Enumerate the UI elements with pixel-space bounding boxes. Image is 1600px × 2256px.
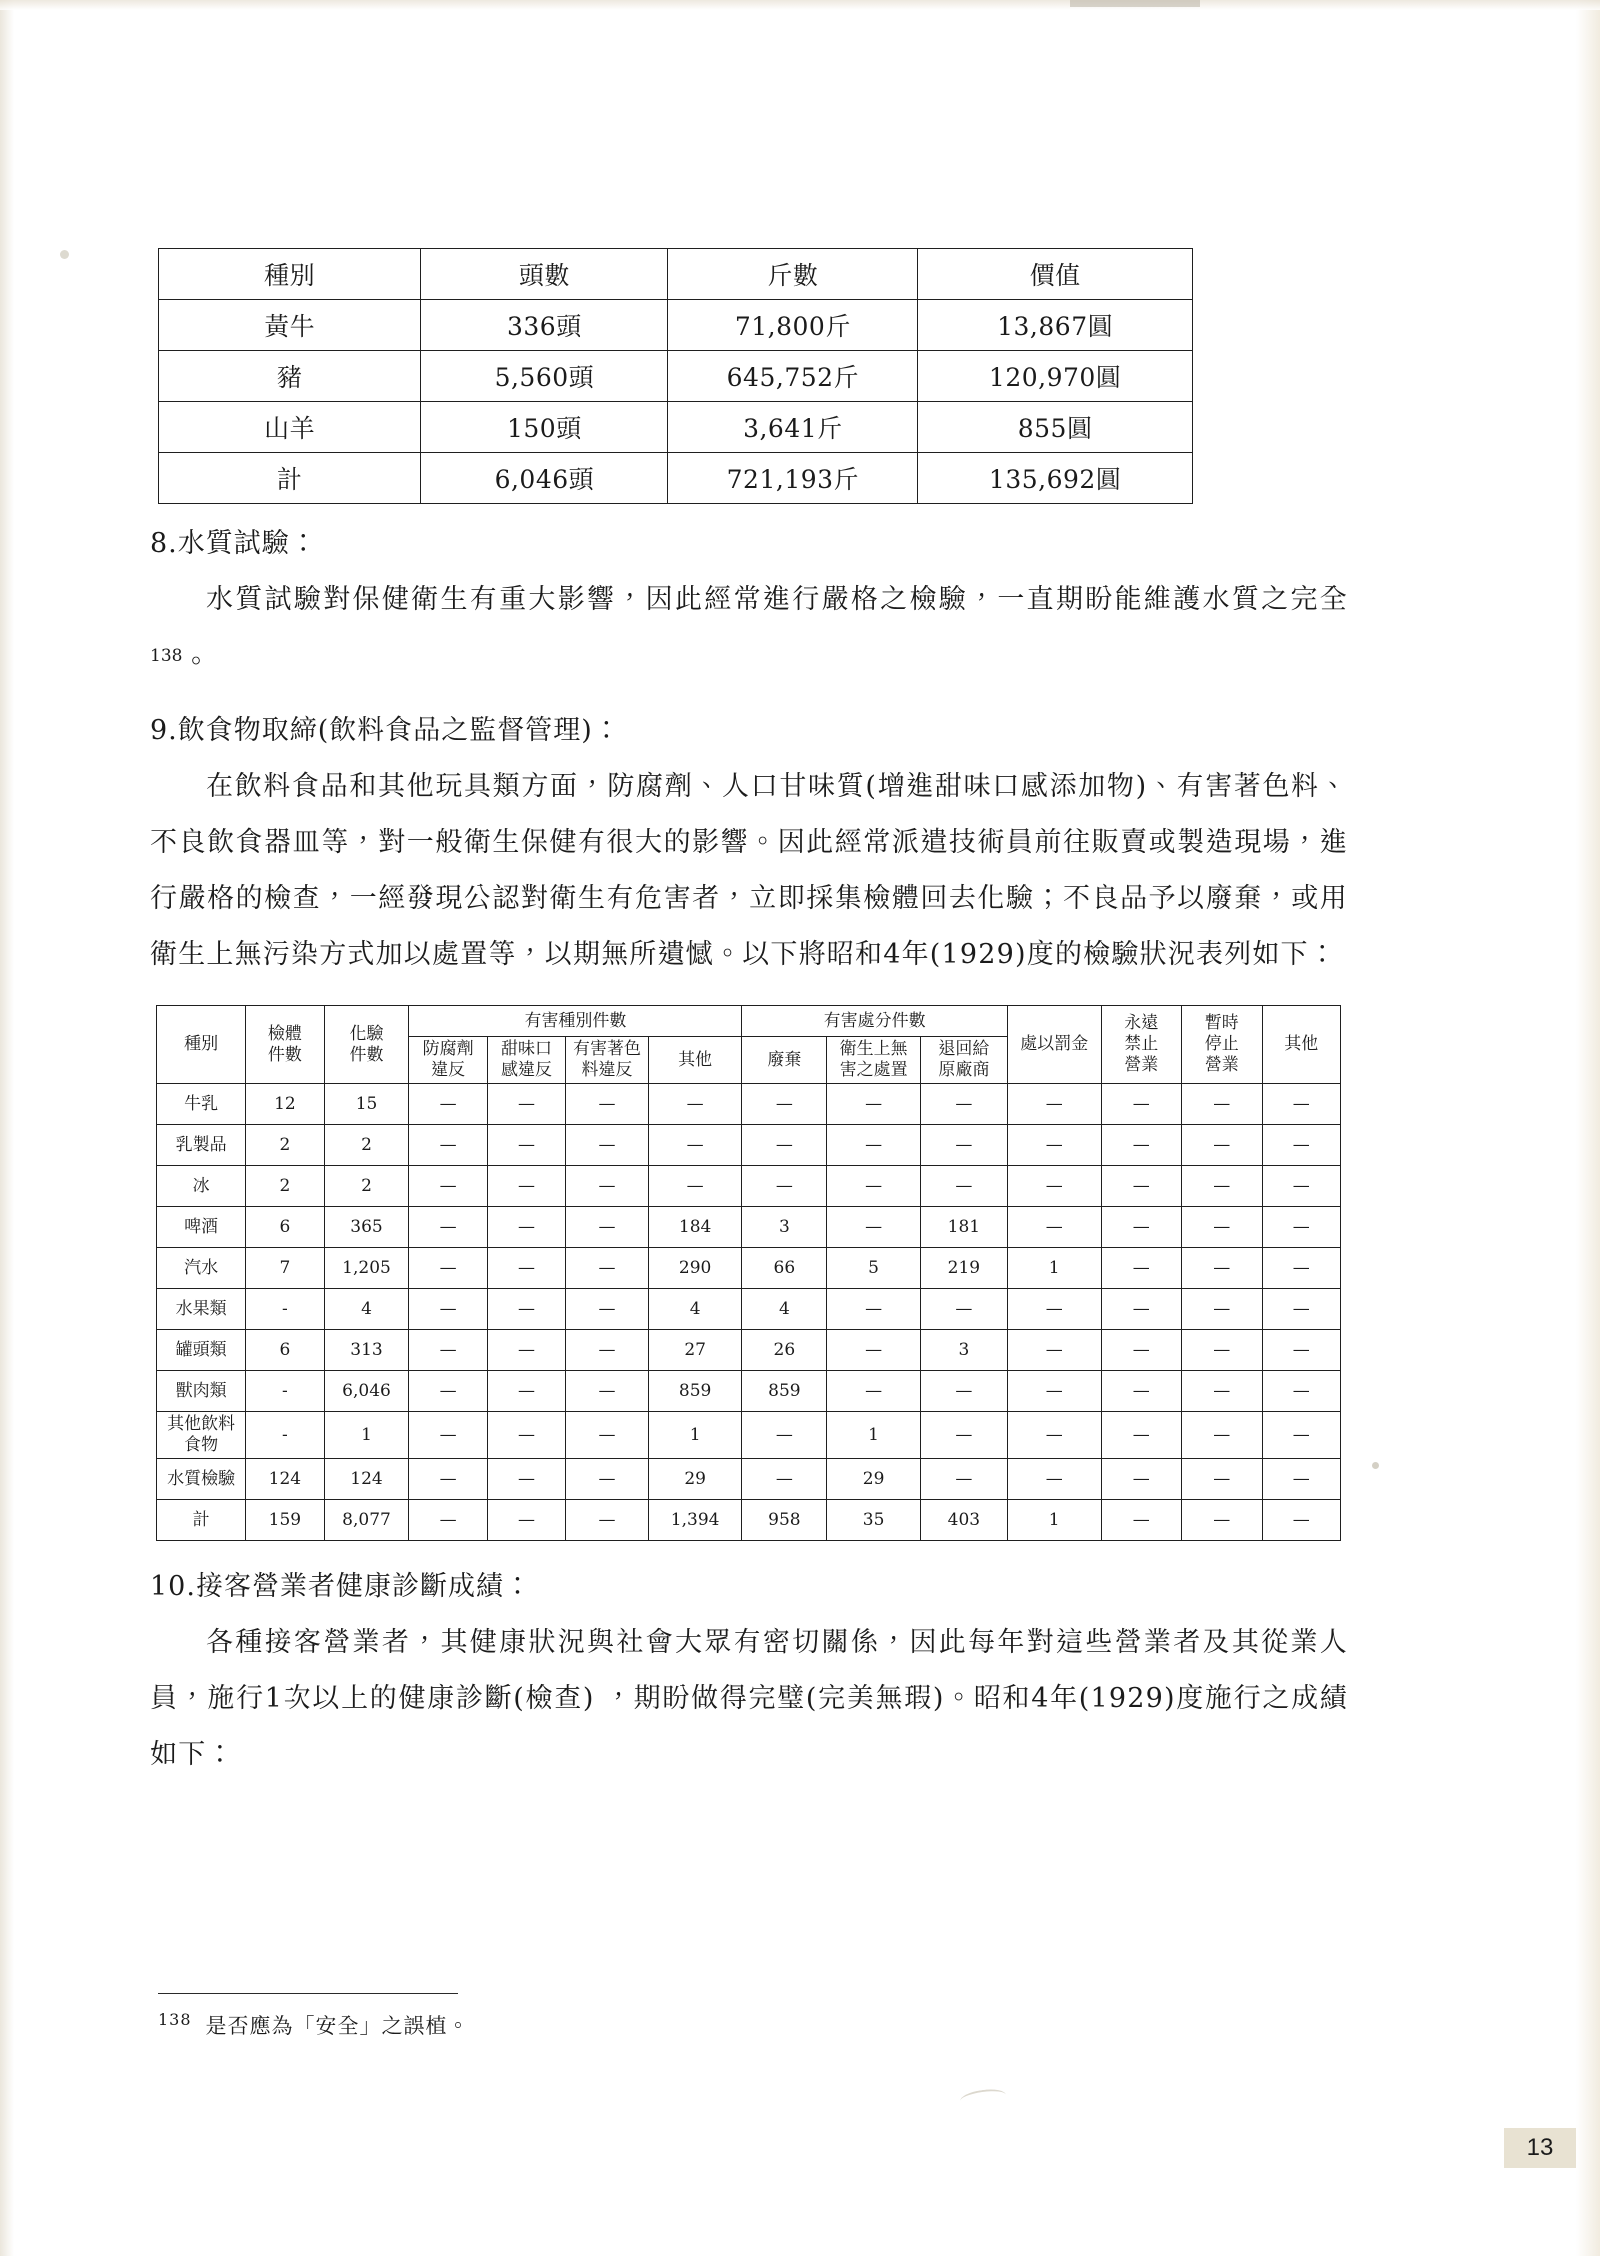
cell: —	[566, 1459, 649, 1500]
cell: —	[1007, 1084, 1101, 1125]
table-row	[159, 300, 1193, 351]
cell: —	[487, 1500, 565, 1541]
col-header-permanent-ban: 永遠 禁止 營業	[1101, 1006, 1182, 1084]
cell-catty: 721,193斤	[668, 453, 918, 504]
cell: —	[409, 1166, 487, 1207]
cell: —	[1182, 1207, 1263, 1248]
cell: 2	[324, 1125, 409, 1166]
row-label: 啤酒	[157, 1207, 246, 1248]
row-label: 獸肉類	[157, 1371, 246, 1412]
cell: —	[1262, 1330, 1340, 1371]
cell: —	[920, 1459, 1007, 1500]
scan-artifact-dot-left	[60, 250, 69, 259]
cell: —	[827, 1371, 921, 1412]
table-row	[157, 1371, 1341, 1412]
section-9-paragraph: 在飲料食品和其他玩具類方面，防腐劑、人口甘味質(增進甜味口感添加物)、有害著色料、不良飲食器皿等，對一般衛生保健有很大的影響。因此經常派遣技術員前往販賣或製造現場，進行嚴格的檢查，一經發現公認對衛生有危害者，立即採集檢體回去化驗；不良品予以廢棄，或用衛生上無污染方式加以處置等，以期無所遺憾。以下將昭和4年(1929)度的檢驗狀況表列如下：	[150, 771, 1348, 970]
cell: 7	[246, 1248, 324, 1289]
cell: —	[1262, 1207, 1340, 1248]
cell: —	[1182, 1166, 1263, 1207]
scan-edge-right	[1576, 0, 1600, 2256]
cell: 1	[1007, 1500, 1101, 1541]
cell: —	[1007, 1459, 1101, 1500]
cell: —	[648, 1166, 742, 1207]
cell: 4	[742, 1289, 827, 1330]
cell: —	[1101, 1166, 1182, 1207]
cell: —	[742, 1084, 827, 1125]
cell-heads: 150頭	[421, 402, 668, 453]
cell: —	[1262, 1084, 1340, 1125]
cell: —	[409, 1248, 487, 1289]
cell: —	[566, 1412, 649, 1459]
col-header-heads: 頭數	[421, 249, 668, 300]
cell-kind: 計	[159, 453, 421, 504]
cell-kind: 山羊	[159, 402, 421, 453]
cell: —	[1182, 1125, 1263, 1166]
scan-artifact-mark-bottom	[959, 2087, 1007, 2109]
group-header-harmful-kind: 有害種別件數	[409, 1006, 742, 1037]
cell: —	[1101, 1125, 1182, 1166]
cell: —	[920, 1412, 1007, 1459]
cell: —	[1182, 1412, 1263, 1459]
cell: —	[920, 1084, 1007, 1125]
cell: —	[409, 1500, 487, 1541]
cell: —	[1007, 1125, 1101, 1166]
col-header-safe-disposal: 衛生上無 害之處置	[827, 1037, 921, 1084]
cell: 403	[920, 1500, 1007, 1541]
cell: 365	[324, 1207, 409, 1248]
cell-value: 135,692圓	[918, 453, 1193, 504]
cell: —	[920, 1371, 1007, 1412]
row-label: 汽水	[157, 1248, 246, 1289]
cell: 4	[324, 1289, 409, 1330]
table-row	[157, 1166, 1341, 1207]
cell: —	[566, 1248, 649, 1289]
cell: —	[566, 1500, 649, 1541]
col-header-catty: 斤數	[668, 249, 918, 300]
footnote-138	[158, 2010, 1058, 2040]
cell: 1	[324, 1412, 409, 1459]
col-header-kind: 種別	[157, 1006, 246, 1084]
cell: 6,046	[324, 1371, 409, 1412]
cell-heads: 6,046頭	[421, 453, 668, 504]
cell: —	[827, 1084, 921, 1125]
row-label: 冰	[157, 1166, 246, 1207]
cell: —	[487, 1125, 565, 1166]
cell: —	[1262, 1412, 1340, 1459]
cell-kind: 黃牛	[159, 300, 421, 351]
footnote-ref-138[interactable]: 138	[150, 646, 183, 666]
cell: 1,394	[648, 1500, 742, 1541]
col-header-other-action: 其他	[1262, 1006, 1340, 1084]
cell-kind: 豬	[159, 351, 421, 402]
table-row	[157, 1412, 1341, 1459]
table-row	[157, 1459, 1341, 1500]
cell: —	[409, 1289, 487, 1330]
cell: —	[566, 1125, 649, 1166]
cell: —	[1101, 1371, 1182, 1412]
col-header-assays: 化驗 件數	[324, 1006, 409, 1084]
cell: —	[827, 1125, 921, 1166]
cell: 124	[246, 1459, 324, 1500]
cell: 859	[648, 1371, 742, 1412]
cell: 290	[648, 1248, 742, 1289]
table-row	[157, 1084, 1341, 1125]
cell: 859	[742, 1371, 827, 1412]
cell: —	[1101, 1330, 1182, 1371]
cell: —	[827, 1330, 921, 1371]
cell: —	[487, 1289, 565, 1330]
cell: —	[1182, 1248, 1263, 1289]
cell: —	[566, 1330, 649, 1371]
section-10-paragraph: 各種接客營業者，其健康狀況與社會大眾有密切關係，因此每年對這些營業者及其從業人員，施行1次以上的健康診斷(檢查) ，期盼做得完璧(完美無瑕)。昭和4年(1929)度施行之成績如下：	[150, 1627, 1348, 1770]
cell: —	[487, 1412, 565, 1459]
cell: —	[1007, 1371, 1101, 1412]
cell: —	[1007, 1412, 1101, 1459]
cell: —	[1007, 1289, 1101, 1330]
cell: —	[1182, 1289, 1263, 1330]
table-row	[159, 402, 1193, 453]
livestock-slaughter-table	[158, 248, 1193, 504]
cell: 15	[324, 1084, 409, 1125]
cell: —	[566, 1371, 649, 1412]
cell-catty: 3,641斤	[668, 402, 918, 453]
cell: 66	[742, 1248, 827, 1289]
section-8-text-end: 。	[182, 647, 211, 678]
inspection-table-body	[157, 1084, 1341, 1541]
cell: —	[742, 1412, 827, 1459]
cell-catty: 645,752斤	[668, 351, 918, 402]
cell: —	[1182, 1500, 1263, 1541]
row-label: 牛乳	[157, 1084, 246, 1125]
col-header-colorant: 有害著色 料違反	[566, 1037, 649, 1084]
cell-value: 855圓	[918, 402, 1193, 453]
cell: 27	[648, 1330, 742, 1371]
col-header-kind: 種別	[159, 249, 421, 300]
footnote-separator	[158, 1993, 458, 1994]
cell: —	[487, 1459, 565, 1500]
cell: —	[487, 1330, 565, 1371]
section-8-heading: 8.水質試驗：	[150, 528, 318, 559]
cell: 8,077	[324, 1500, 409, 1541]
cell: 1	[827, 1412, 921, 1459]
cell: -	[246, 1289, 324, 1330]
col-header-preservative: 防腐劑 違反	[409, 1037, 487, 1084]
cell: —	[827, 1166, 921, 1207]
col-header-sweetener: 甜味口 感違反	[487, 1037, 565, 1084]
cell: —	[1262, 1248, 1340, 1289]
cell: —	[1007, 1166, 1101, 1207]
scan-artifact-dot-right	[1372, 1462, 1379, 1469]
cell: 219	[920, 1248, 1007, 1289]
cell: 26	[742, 1330, 827, 1371]
group-header-harmful-disposal: 有害處分件數	[742, 1006, 1008, 1037]
page-number: 13	[1504, 2128, 1576, 2168]
col-header-discard: 廢棄	[742, 1037, 827, 1084]
cell: 6	[246, 1330, 324, 1371]
cell: -	[246, 1371, 324, 1412]
table-header-row-1	[157, 1006, 1341, 1037]
col-header-samples: 檢體 件數	[246, 1006, 324, 1084]
section-8-text: 水質試驗對保健衛生有重大影響，因此經常進行嚴格之檢驗，一直期盼能維護水質之完全	[206, 584, 1348, 615]
page-content	[150, 248, 1348, 1783]
table-row	[157, 1125, 1341, 1166]
cell: —	[742, 1125, 827, 1166]
cell: —	[409, 1459, 487, 1500]
cell: -	[246, 1412, 324, 1459]
cell: —	[409, 1371, 487, 1412]
cell: —	[487, 1166, 565, 1207]
cell: 12	[246, 1084, 324, 1125]
cell: —	[1101, 1248, 1182, 1289]
section-8-paragraph	[150, 572, 1348, 691]
section-9-heading: 9.飲食物取締(飲料食品之監督管理)：	[150, 715, 621, 746]
cell: 124	[324, 1459, 409, 1500]
cell: —	[409, 1412, 487, 1459]
col-header-kind-other: 其他	[648, 1037, 742, 1084]
cell: —	[487, 1207, 565, 1248]
table-row-total	[159, 453, 1193, 504]
cell: —	[1101, 1500, 1182, 1541]
cell: —	[1007, 1207, 1101, 1248]
col-header-temporary-ban: 暫時 停止 營業	[1182, 1006, 1263, 1084]
cell: 6	[246, 1207, 324, 1248]
row-label: 乳製品	[157, 1125, 246, 1166]
cell-heads: 336頭	[421, 300, 668, 351]
cell: —	[827, 1289, 921, 1330]
cell: —	[1101, 1412, 1182, 1459]
food-inspection-table	[156, 1005, 1341, 1541]
cell: —	[409, 1207, 487, 1248]
cell: —	[1262, 1166, 1340, 1207]
cell: —	[1262, 1289, 1340, 1330]
footnote-number: 138	[158, 2010, 192, 2029]
cell: 3	[920, 1330, 1007, 1371]
col-header-value: 價值	[918, 249, 1193, 300]
cell: —	[1182, 1330, 1263, 1371]
cell: —	[566, 1289, 649, 1330]
cell: 181	[920, 1207, 1007, 1248]
cell-catty: 71,800斤	[668, 300, 918, 351]
cell: —	[1182, 1084, 1263, 1125]
row-label: 水質檢驗	[157, 1459, 246, 1500]
cell: —	[1007, 1330, 1101, 1371]
cell: —	[827, 1207, 921, 1248]
cell: —	[409, 1330, 487, 1371]
cell: —	[566, 1084, 649, 1125]
table-row	[157, 1207, 1341, 1248]
cell: —	[742, 1166, 827, 1207]
scan-edge-top	[0, 0, 1600, 10]
cell: 4	[648, 1289, 742, 1330]
cell: —	[1262, 1371, 1340, 1412]
cell: —	[1101, 1459, 1182, 1500]
scan-edge-left	[0, 0, 14, 2256]
cell: 3	[742, 1207, 827, 1248]
cell-heads: 5,560頭	[421, 351, 668, 402]
col-header-fine: 處以罰金	[1007, 1006, 1101, 1084]
cell: —	[1262, 1500, 1340, 1541]
cell: —	[648, 1125, 742, 1166]
cell: —	[1262, 1125, 1340, 1166]
cell: —	[1182, 1459, 1263, 1500]
cell: —	[1182, 1371, 1263, 1412]
row-label: 水果類	[157, 1289, 246, 1330]
table-row-total	[157, 1500, 1341, 1541]
scan-artifact-top	[1070, 0, 1200, 7]
row-label: 其他飲料 食物	[157, 1412, 246, 1459]
cell: —	[1101, 1289, 1182, 1330]
cell: —	[1101, 1207, 1182, 1248]
cell: —	[409, 1125, 487, 1166]
cell: —	[409, 1084, 487, 1125]
row-label: 計	[157, 1500, 246, 1541]
cell: —	[566, 1207, 649, 1248]
cell: 2	[246, 1125, 324, 1166]
cell: —	[487, 1084, 565, 1125]
col-header-return: 退回給 原廠商	[920, 1037, 1007, 1084]
cell: —	[920, 1166, 1007, 1207]
cell: —	[742, 1459, 827, 1500]
cell: 2	[324, 1166, 409, 1207]
table-row	[157, 1289, 1341, 1330]
cell: —	[487, 1371, 565, 1412]
cell: 35	[827, 1500, 921, 1541]
cell-value: 13,867圓	[918, 300, 1193, 351]
cell: —	[648, 1084, 742, 1125]
table-row	[159, 351, 1193, 402]
cell: —	[487, 1248, 565, 1289]
cell: 958	[742, 1500, 827, 1541]
cell: 1	[1007, 1248, 1101, 1289]
cell: 313	[324, 1330, 409, 1371]
cell: —	[1262, 1459, 1340, 1500]
table-row	[157, 1330, 1341, 1371]
cell: —	[920, 1125, 1007, 1166]
section-10-heading: 10.接客營業者健康診斷成績：	[150, 1571, 532, 1602]
cell: 1,205	[324, 1248, 409, 1289]
row-label: 罐頭類	[157, 1330, 246, 1371]
cell: 1	[648, 1412, 742, 1459]
table-row-header	[159, 249, 1193, 300]
cell: —	[566, 1166, 649, 1207]
cell: 29	[648, 1459, 742, 1500]
cell: 159	[246, 1500, 324, 1541]
cell: 29	[827, 1459, 921, 1500]
cell: 184	[648, 1207, 742, 1248]
table-row	[157, 1248, 1341, 1289]
footnote-text: 是否應為「安全」之誤植。	[205, 2014, 470, 2038]
cell: 5	[827, 1248, 921, 1289]
cell-value: 120,970圓	[918, 351, 1193, 402]
cell: —	[920, 1289, 1007, 1330]
cell: 2	[246, 1166, 324, 1207]
cell: —	[1101, 1084, 1182, 1125]
